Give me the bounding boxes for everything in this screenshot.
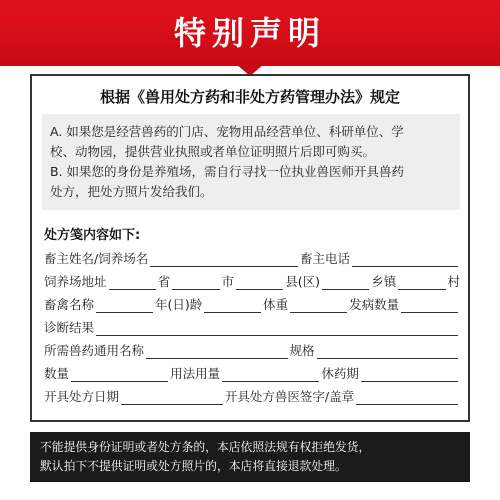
- prescription-title: 处方笺内容如下:: [44, 228, 141, 243]
- animal-name-label: 畜禽名称: [44, 297, 95, 312]
- intro-line: 处方，把处方照片发给我们。: [50, 184, 213, 199]
- province-label: 省: [157, 274, 171, 289]
- dosage-label: 用法用量: [170, 366, 221, 381]
- header-banner: [0, 0, 500, 66]
- city-blank: [172, 276, 219, 290]
- diagnosis-label: 诊断结果: [44, 320, 95, 335]
- vet-signature-label: 开具处方兽医签字/盖章: [224, 389, 355, 404]
- town-blank: [322, 276, 369, 290]
- diagnosis-blank: [96, 322, 458, 336]
- notice-card: [30, 74, 470, 422]
- intro-line: A. 如果您是经营兽药的门店、宠物用品经营单位、科研单位、学: [50, 124, 404, 139]
- form-row-drug: [44, 336, 460, 359]
- withdrawal-blank: [361, 368, 458, 382]
- issue-date-label: 开具处方日期: [44, 389, 120, 404]
- form-row-issue: [44, 382, 460, 405]
- farm-address-label: 饲养场地址: [44, 274, 107, 289]
- owner-name-label: 畜主姓名/饲养场名: [44, 251, 149, 266]
- intro-line: B. 如果您的身份是养殖场，需自行寻找一位执业兽医师开具兽药: [50, 164, 405, 179]
- prescription-form: [44, 244, 460, 405]
- age-blank: [204, 299, 261, 313]
- issue-date-blank: [121, 391, 223, 405]
- age-label: 年(日)龄: [154, 297, 203, 312]
- spec-label: 规格: [289, 343, 315, 358]
- drug-name-label: 所需兽药通用名称: [44, 343, 145, 358]
- vet-signature-blank: [356, 391, 458, 405]
- form-row-diagnosis: [44, 313, 460, 336]
- animal-name-blank: [96, 299, 153, 313]
- drug-name-blank: [146, 345, 287, 359]
- warning-footer: [30, 432, 470, 482]
- county-blank: [236, 276, 283, 290]
- weight-blank: [290, 299, 347, 313]
- quantity-blank: [71, 368, 168, 382]
- owner-name-blank: [150, 253, 298, 267]
- banner-title: 特别声明: [173, 14, 326, 52]
- county-label: 县(区): [285, 274, 321, 289]
- withdrawal-label: 休药期: [321, 366, 359, 381]
- regulation-heading: 根据《兽用处方药和非处方药管理办法》规定: [99, 88, 400, 106]
- onset-count-blank: [401, 299, 458, 313]
- province-blank: [109, 276, 156, 290]
- owner-phone-blank: [352, 253, 458, 267]
- form-row-animal: [44, 290, 460, 313]
- footer-line: 默认拍下不提供证明或处方照片的，本店将直接退款处理。: [40, 459, 347, 473]
- intro-box: [42, 114, 460, 210]
- intro-line: 校、动物园，提供营业执照或者单位证明照片后即可购买。: [50, 144, 376, 159]
- town-label: 乡镇: [371, 274, 397, 289]
- village-blank: [398, 276, 445, 290]
- form-row-owner: [44, 244, 460, 267]
- onset-count-label: 发病数量: [349, 297, 400, 312]
- owner-phone-label: 畜主电话: [299, 251, 350, 266]
- village-label: 村: [447, 274, 461, 289]
- quantity-label: 数量: [44, 366, 70, 381]
- form-row-dosage: [44, 359, 460, 382]
- form-row-address: [44, 267, 460, 290]
- spec-blank: [317, 345, 458, 359]
- weight-label: 体重: [263, 297, 289, 312]
- footer-line: 不能提供身份证明或者处方条的，本店依照法规有权拒绝发货，: [40, 440, 371, 454]
- city-label: 市: [221, 274, 235, 289]
- dosage-blank: [222, 368, 319, 382]
